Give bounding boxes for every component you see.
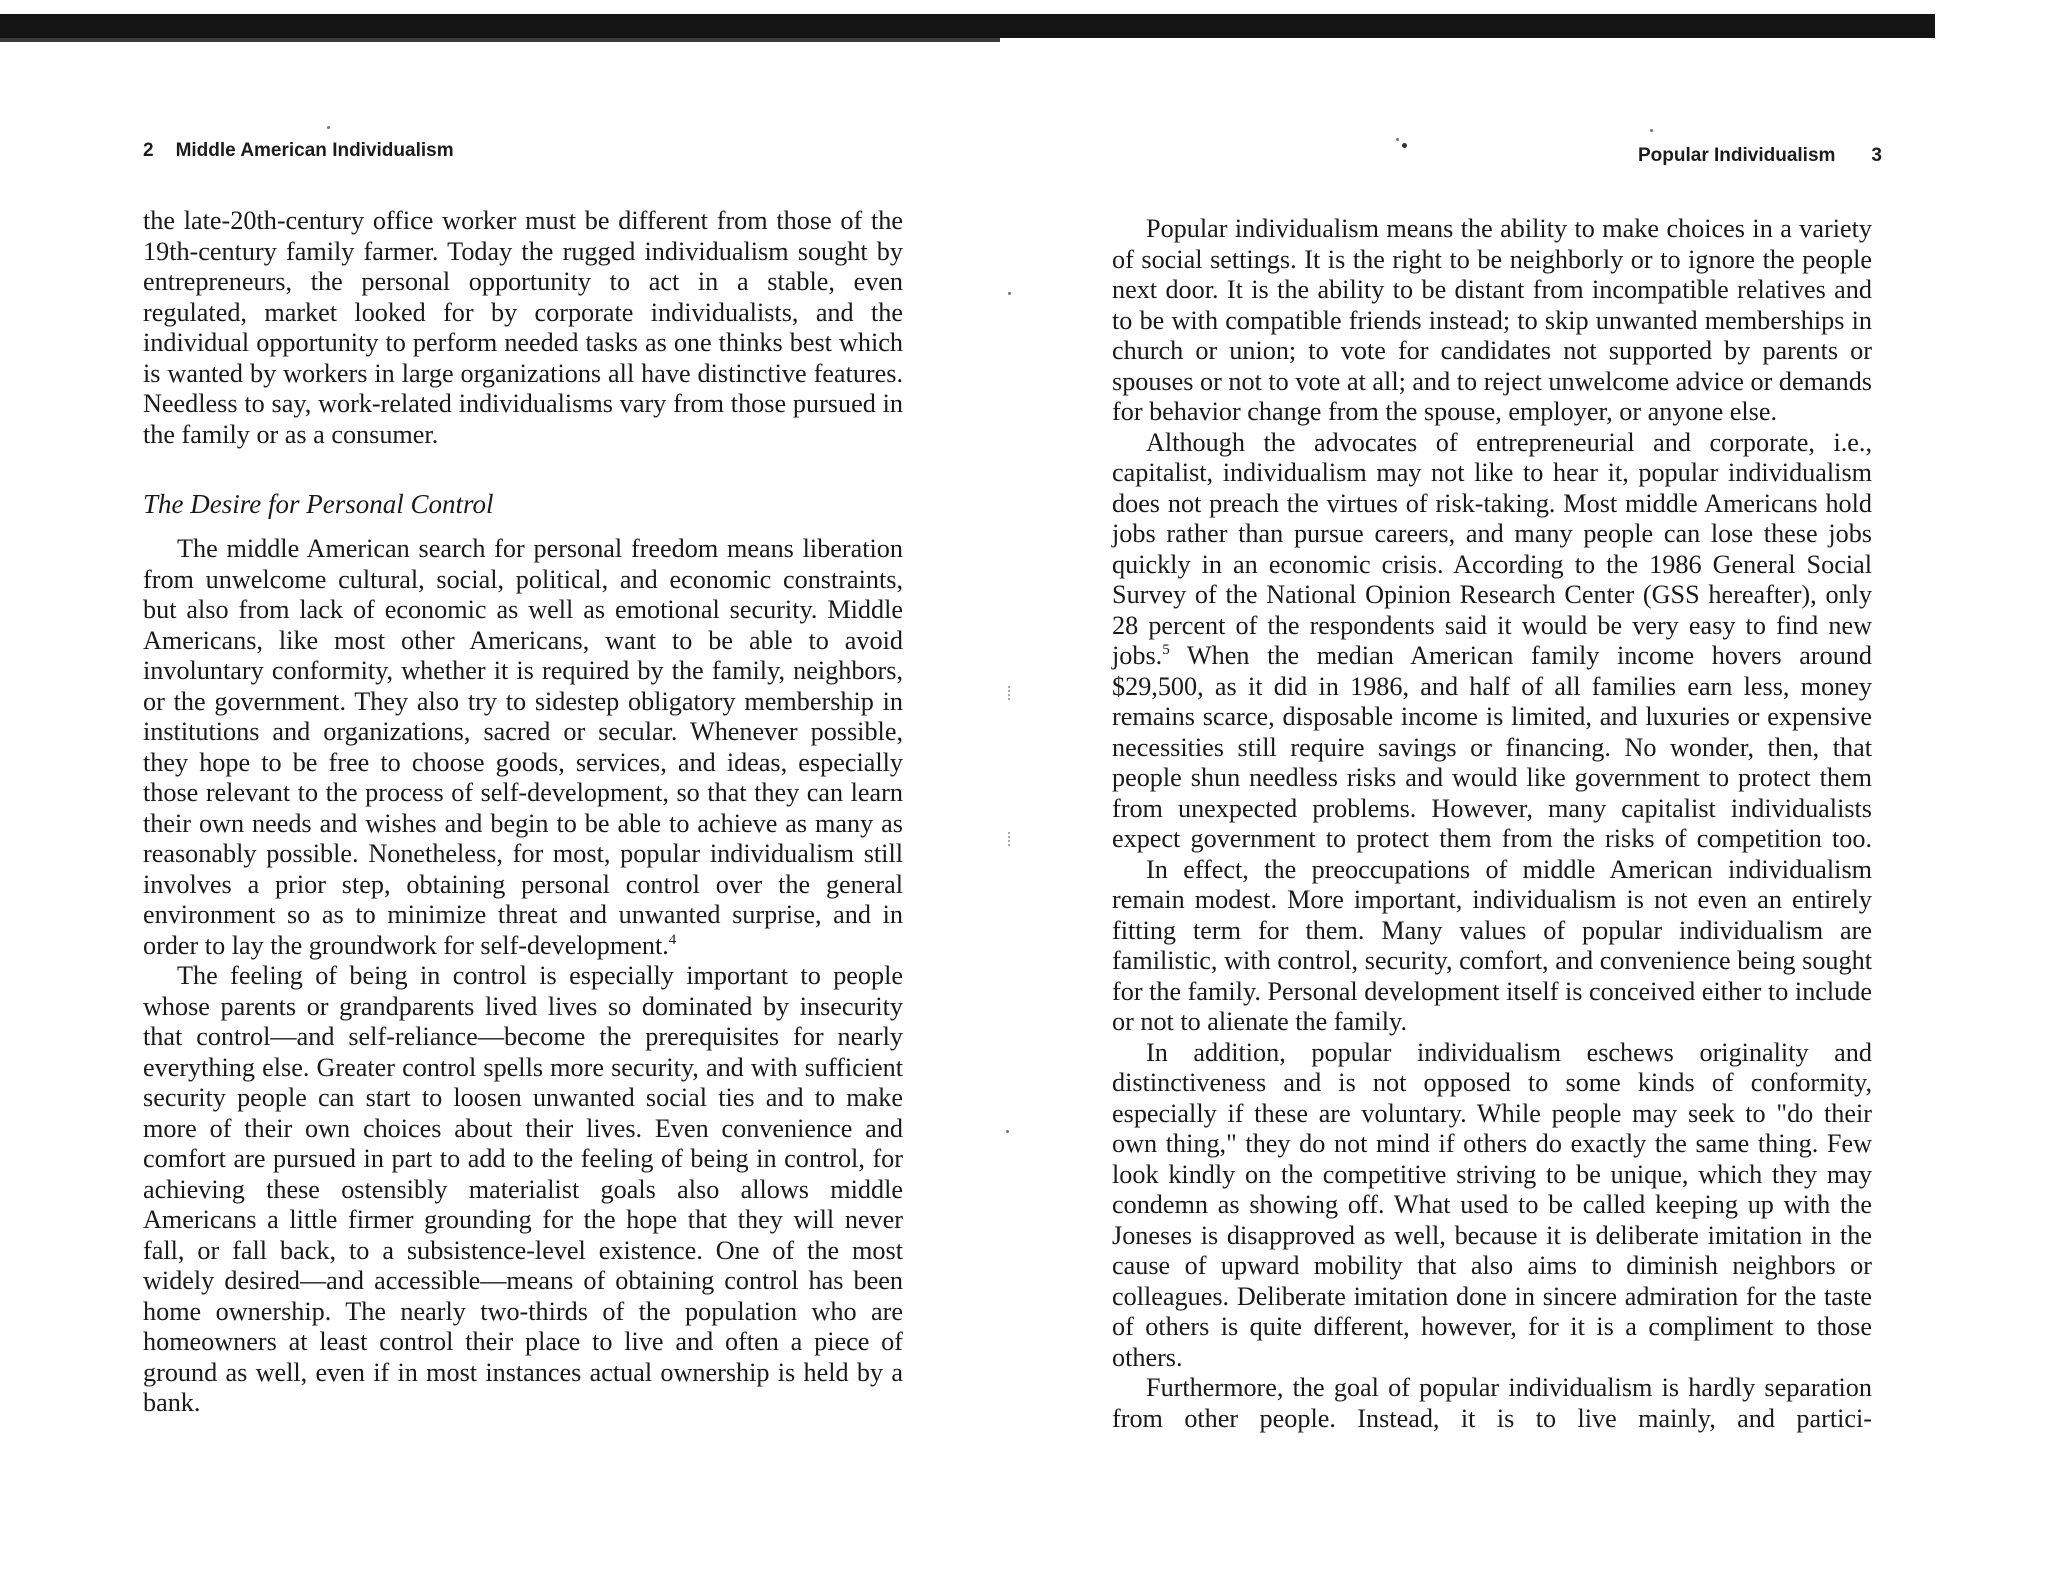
left-page bbox=[143, 0, 903, 1578]
right-page-body bbox=[1112, 214, 1872, 1434]
scan-speck bbox=[327, 126, 330, 129]
right-paragraph-2b-text: When the median American family income hovers around $29,500, as it did in 1986, and half of all families earn less, money remains scarce, disposable income is limited, and luxuries or expensive necessities still require savings or financing. No wonder, then, that people shun needless risks and would like government to protect them from unexpected problems. However, many capitalist individualists expect government to protect them from the risks of competition too. bbox=[1112, 641, 1872, 853]
left-running-head-title: Middle American Individualism bbox=[175, 140, 454, 161]
left-page-body bbox=[143, 206, 903, 1419]
left-paragraph-2 bbox=[143, 534, 903, 961]
section-heading: The Desire for Personal Control bbox=[143, 489, 494, 519]
right-page bbox=[1112, 0, 1882, 1578]
footnote-marker-4: 4 bbox=[668, 931, 677, 948]
gutter-dots bbox=[1008, 832, 1012, 846]
scan-speck bbox=[1008, 292, 1011, 295]
right-paragraph-2a-text: Although the advocates of entrepreneurial and corporate, i.e., capitalist, individualism may not like to hear it, popular individualism does not preach the virtues of risk-taking. Most middle Americans hold jobs rather than pursue careers, and many people can lose these jobs quickly in an economic crisis. According to the 1986 General Social Survey of the National Opinion Research Center (GSS hereafter), only 28 percent of the respondents said it would be very easy to find new jobs. bbox=[1112, 427, 1872, 670]
scan-speck bbox=[1402, 143, 1407, 148]
footnote-marker-5: 5 bbox=[1162, 642, 1170, 658]
scan-speck bbox=[1006, 1130, 1009, 1133]
left-opening-paragraph: the late-20th-century office worker must be different from those of the 19th-century family farmer. Today the rugged individualism sought by entrepreneurs, the personal opportunity to act in a stable, even regulated, market looked for by corporate individualists, and the individual opportunity to perform needed tasks as one thinks best which is wanted by workers in large organizations all have distinctive features. Needless to say, work-related individualisms vary from those pursued in the family or as a consumer. bbox=[143, 206, 903, 449]
right-paragraph-2 bbox=[1112, 428, 1872, 855]
left-running-head bbox=[143, 140, 454, 162]
right-paragraph-4: In addition, popular individualism eschews originality and distinctiveness and is not opposed to some kinds of conformity, especially if these are voluntary. While people may seek to "do their own thing," they do not mind if others do exactly the same thing. Few look kindly on the competitive striving to be unique, which they may condemn as showing off. What used to be called keeping up with the Joneses is disapproved as well, because it is deliberate imitation in the cause of upward mobility that also aims to diminish neighbors or colleagues. Deliberate imitation done in sincere admiration for the taste of others is quite different, however, for it is a compliment to those others. bbox=[1112, 1037, 1872, 1372]
right-running-head bbox=[1638, 145, 1882, 167]
left-paragraph-3: The feeling of being in control is especially important to people whose parents or grandparents lived lives so dominated by insecurity that control—and self-reliance—become the prerequisites for nearly everything else. Greater control spells more security, and with sufficient security people can start to loosen unwanted social ties and to make more of their own choices about their lives. Even convenience and comfort are pursued in part to add to the feeling of being in control, for achieving these ostensibly materialist goals also allows middle Americans a little firmer grounding for the hope that they will never fall, or fall back, to a subsistence-level existence. One of the most widely desired—and accessible—means of obtaining control has been home ownership. The nearly two-thirds of the population who are homeowners at least control their place to live and often a piece of ground as well, even if in most instances actual ownership is held by a bank. bbox=[143, 961, 903, 1417]
scan-speck bbox=[1650, 129, 1653, 132]
right-paragraph-3: In effect, the preoccupations of middle American individualism remain modest. More important, individualism is not even an entirely fitting term for them. Many values of popular individualism are familistic, with control, security, comfort, and convenience being sought for the family. Personal development itself is conceived either to include or not to alienate the family. bbox=[1112, 854, 1872, 1036]
left-paragraph-2-text: The middle American search for personal freedom means liberation from unwelcome cultural, social, political, and economic constraints, but also from lack of economic as well as emotional security. Middle Americans, like most other Americans, want to be able to avoid involuntary conformity, whether it is required by the family, neighbors, or the government. They also try to sidestep obligatory membership in institutions and organizations, sacred or secular. Whenever possible, they hope to be free to choose goods, services, and ideas, especially those relevant to the process of self-development, so that they can learn their own needs and wishes and begin to be able to achieve as many as reasonably possible. Nonetheless, for most, popular individualism still involves a prior step, obtaining personal control over the general environment so as to minimize threat and unwanted surprise, and in order to lay the groundwork for self-development. bbox=[143, 534, 903, 960]
right-running-head-title: Popular Individualism bbox=[1638, 145, 1836, 166]
gutter-dots bbox=[1008, 686, 1012, 700]
right-paragraph-5: Furthermore, the goal of popular individualism is hardly separation from other people. Instead, it is to live mainly, and partici- bbox=[1112, 1373, 1872, 1433]
right-page-number: 3 bbox=[1871, 145, 1882, 166]
right-paragraph-1: Popular individualism means the ability to make choices in a variety of social settings. It is the right to be neighborly or to ignore the people next door. It is the ability to be distant from incompatible relatives and to be with compatible friends instead; to skip unwanted memberships in church or union; to vote for candidates not supported by parents or spouses or not to vote at all; and to reject unwelcome advice or demands for behavior change from the spouse, employer, or anyone else. bbox=[1112, 214, 1872, 426]
left-page-number: 2 bbox=[143, 140, 154, 161]
scan-speck bbox=[1396, 138, 1399, 141]
